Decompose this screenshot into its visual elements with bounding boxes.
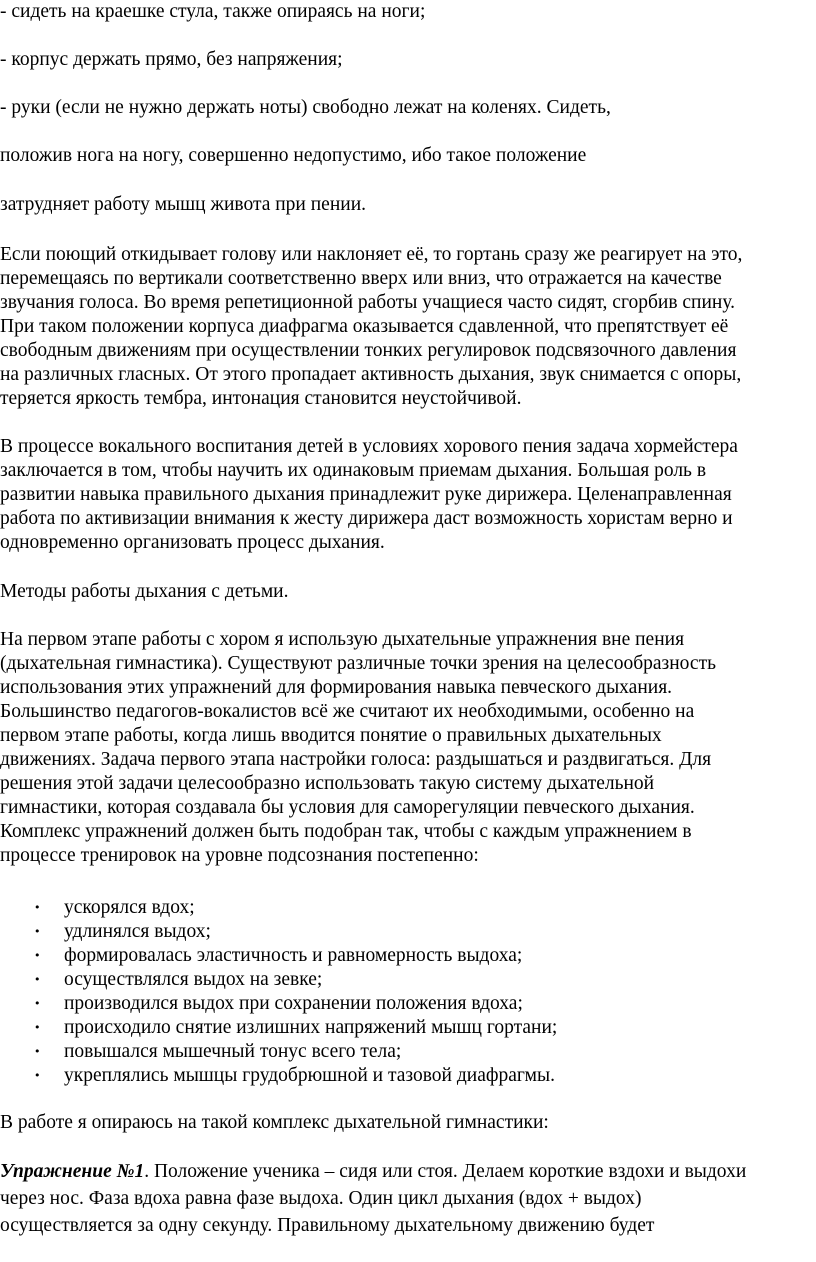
text-line: Если поющий откидывает голову или наклоняет её, то гортань сразу же реагирует на это, — [0, 244, 743, 265]
list-item: происходило снятие излишних напряжений мышц гортани; — [64, 1017, 558, 1038]
list-item: формировалась эластичность и равномерность выдоха; — [64, 945, 523, 966]
text-line: работа по активизации внимания к жесту дирижера даст возможность хористам верно и — [0, 508, 733, 529]
bullet-icon: • — [34, 949, 41, 962]
text-line: На первом этапе работы с хором я использую дыхательные упражнения вне пения — [0, 629, 685, 650]
text-line: использования этих упражнений для формирования навыка певческого дыхания. — [0, 677, 673, 698]
list-item: производился выдох при сохранении положения вдоха; — [64, 993, 523, 1014]
text-line: решения этой задачи целесообразно использовать такую систему дыхательной — [0, 773, 655, 794]
bullet-icon: • — [34, 1069, 41, 1082]
text-line: Комплекс упражнений должен быть подобран так, чтобы с каждым упражнением в — [0, 821, 692, 842]
text-line: осуществляется за одну секунду. Правильному дыхательному движению будет — [0, 1215, 655, 1236]
exercise-line — [0, 1160, 746, 1184]
text-line: процессе тренировок на уровне подсознания постепенно: — [0, 845, 479, 866]
section-heading: Методы работы дыхания с детьми. — [0, 581, 289, 602]
bullet-icon: • — [34, 1021, 41, 1034]
text-line: положив нога на ногу, совершенно недопустимо, ибо такое положение — [0, 145, 587, 166]
text-line: При таком положении корпуса диафрагма оказывается сдавленной, что препятствует её — [0, 316, 729, 337]
text-line: гимнастики, которая создавала бы условия для саморегуляции певческого дыхания. — [0, 797, 695, 818]
bullet-icon: • — [34, 901, 41, 914]
exercise-text: . Положение ученика – сидя или стоя. Делаем короткие вздохи и выдохи — [144, 1161, 747, 1182]
text-line: одновременно организовать процесс дыхания. — [0, 532, 385, 553]
bullet-icon: • — [34, 997, 41, 1010]
text-line: заключается в том, чтобы научить их одинаковым приемам дыхания. Большая роль в — [0, 460, 707, 481]
list-item: укреплялись мышцы грудобрюшной и тазовой диафрагмы. — [64, 1065, 555, 1086]
text-line: свободным движениям при осуществлении тонких регулировок подсвязочного давления — [0, 340, 737, 361]
text-line: на различных гласных. От этого пропадает активность дыхания, звук снимается с опоры, — [0, 364, 742, 385]
text-line: В работе я опираюсь на такой комплекс дыхательной гимнастики: — [0, 1112, 549, 1133]
bullet-icon: • — [34, 1045, 41, 1058]
text-line: через нос. Фаза вдоха равна фазе выдоха. Один цикл дыхания (вдох + выдох) — [0, 1188, 642, 1209]
list-item: удлинялся выдох; — [64, 921, 211, 942]
bullet-icon: • — [34, 973, 41, 986]
text-line: первом этапе работы, когда лишь вводится понятие о правильных дыхательных — [0, 725, 662, 746]
text-line: - руки (если не нужно держать ноты) свободно лежат на коленях. Сидеть, — [0, 97, 611, 118]
list-item: осуществлялся выдох на зевке; — [64, 969, 323, 990]
text-line: перемещаясь по вертикали соответственно вверх или вниз, что отражается на качестве — [0, 268, 722, 289]
list-item: повышался мышечный тонус всего тела; — [64, 1041, 402, 1062]
exercise-label: Упражнение №1 — [0, 1161, 145, 1182]
text-line: - корпус держать прямо, без напряжения; — [0, 49, 343, 70]
list-item: ускорялся вдох; — [64, 897, 195, 918]
text-line: Большинство педагогов-вокалистов всё же считают их необходимыми, особенно на — [0, 701, 695, 722]
text-line: движениях. Задача первого этапа настройки голоса: раздышаться и раздвигаться. Для — [0, 749, 712, 770]
text-line: затрудняет работу мышц живота при пении. — [0, 194, 367, 215]
text-line: развитии навыка правильного дыхания принадлежит руке дирижера. Целенаправленная — [0, 484, 732, 505]
text-line: звучания голоса. Во время репетиционной работы учащиеся часто сидят, сгорбив спину. — [0, 292, 736, 313]
text-line: (дыхательная гимнастика). Существуют различные точки зрения на целесообразность — [0, 653, 716, 674]
text-line: теряется яркость тембра, интонация становится неустойчивой. — [0, 388, 522, 409]
text-line: - сидеть на краешке стула, также опираясь на ноги; — [0, 1, 426, 22]
text-line: В процессе вокального воспитания детей в условиях хорового пения задача хормейстера — [0, 436, 738, 457]
bullet-icon: • — [34, 925, 41, 938]
